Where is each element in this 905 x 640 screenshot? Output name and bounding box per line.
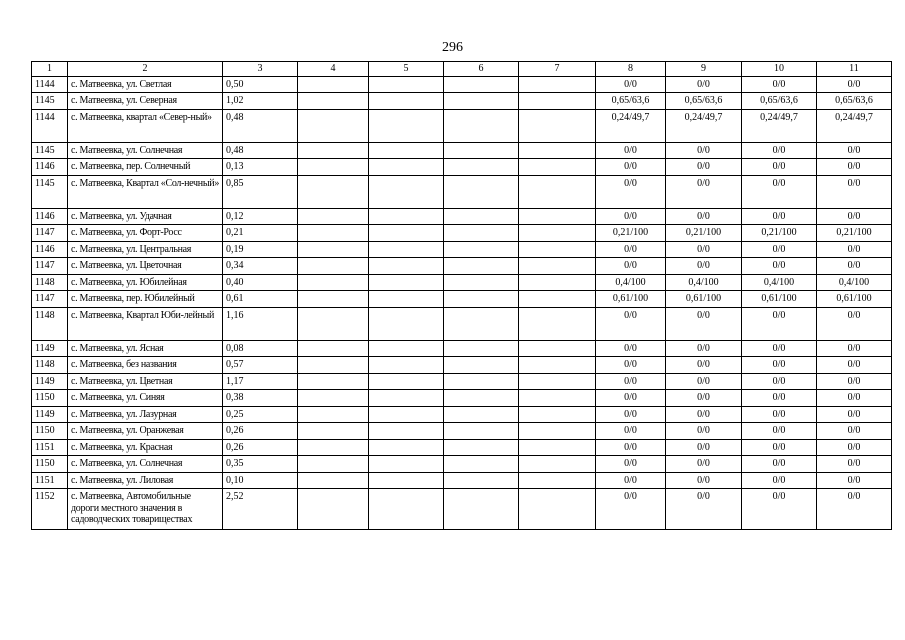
col-8-cell: 0/0 xyxy=(596,241,666,258)
col-7-cell xyxy=(519,274,596,291)
row-number-cell: 1150 xyxy=(32,423,68,440)
col-10-cell: 0/0 xyxy=(742,406,817,423)
col-8-cell: 0/0 xyxy=(596,76,666,93)
col-9-cell: 0/0 xyxy=(666,142,742,159)
col-5-cell xyxy=(369,340,444,357)
col-11-cell: 0/0 xyxy=(817,373,892,390)
col-6-cell xyxy=(444,456,519,473)
table-row xyxy=(32,307,892,340)
col-5-cell xyxy=(369,93,444,110)
col-9-cell: 0/0 xyxy=(666,307,742,340)
col-9-cell: 0,21/100 xyxy=(666,225,742,242)
col-8-cell: 0/0 xyxy=(596,423,666,440)
length-cell: 0,34 xyxy=(223,258,298,275)
col-5-cell xyxy=(369,423,444,440)
length-cell: 0,13 xyxy=(223,159,298,176)
col-8-cell: 0/0 xyxy=(596,472,666,489)
col-4-cell xyxy=(298,406,369,423)
header-col-4: 4 xyxy=(298,62,369,77)
col-9-cell: 0,61/100 xyxy=(666,291,742,308)
header-col-8: 8 xyxy=(596,62,666,77)
road-name-cell: с. Матвеевка, пер. Солнечный xyxy=(68,159,223,176)
col-4-cell xyxy=(298,142,369,159)
table-row xyxy=(32,340,892,357)
col-11-cell: 0/0 xyxy=(817,208,892,225)
col-7-cell xyxy=(519,307,596,340)
col-8-cell: 0/0 xyxy=(596,175,666,208)
col-7-cell xyxy=(519,357,596,374)
col-4-cell xyxy=(298,373,369,390)
col-11-cell: 0,61/100 xyxy=(817,291,892,308)
col-5-cell xyxy=(369,489,444,530)
col-8-cell: 0/0 xyxy=(596,390,666,407)
table-row xyxy=(32,241,892,258)
col-7-cell xyxy=(519,208,596,225)
col-9-cell: 0/0 xyxy=(666,340,742,357)
length-cell: 0,50 xyxy=(223,76,298,93)
col-10-cell: 0/0 xyxy=(742,258,817,275)
col-11-cell: 0/0 xyxy=(817,142,892,159)
col-11-cell: 0/0 xyxy=(817,307,892,340)
col-8-cell: 0/0 xyxy=(596,340,666,357)
table-row xyxy=(32,390,892,407)
col-11-cell: 0/0 xyxy=(817,406,892,423)
col-8-cell: 0,4/100 xyxy=(596,274,666,291)
col-4-cell xyxy=(298,340,369,357)
col-6-cell xyxy=(444,406,519,423)
col-8-cell: 0/0 xyxy=(596,489,666,530)
col-5-cell xyxy=(369,307,444,340)
col-6-cell xyxy=(444,307,519,340)
col-6-cell xyxy=(444,241,519,258)
road-name-cell: с. Матвеевка, ул. Синяя xyxy=(68,390,223,407)
col-5-cell xyxy=(369,406,444,423)
road-name-cell: с. Матвеевка, пер. Юбилейный xyxy=(68,291,223,308)
col-11-cell: 0/0 xyxy=(817,258,892,275)
col-8-cell: 0/0 xyxy=(596,258,666,275)
col-11-cell: 0/0 xyxy=(817,175,892,208)
row-number-cell: 1151 xyxy=(32,439,68,456)
col-10-cell: 0/0 xyxy=(742,472,817,489)
col-7-cell xyxy=(519,142,596,159)
row-number-cell: 1148 xyxy=(32,357,68,374)
col-6-cell xyxy=(444,357,519,374)
col-11-cell: 0/0 xyxy=(817,489,892,530)
length-cell: 0,61 xyxy=(223,291,298,308)
col-11-cell: 0,4/100 xyxy=(817,274,892,291)
col-11-cell: 0/0 xyxy=(817,340,892,357)
col-4-cell xyxy=(298,489,369,530)
col-9-cell: 0/0 xyxy=(666,439,742,456)
col-8-cell: 0,24/49,7 xyxy=(596,109,666,142)
length-cell: 0,10 xyxy=(223,472,298,489)
col-7-cell xyxy=(519,258,596,275)
col-7-cell xyxy=(519,489,596,530)
col-5-cell xyxy=(369,472,444,489)
table-row xyxy=(32,439,892,456)
col-7-cell xyxy=(519,225,596,242)
page-number: 296 xyxy=(442,40,463,55)
col-10-cell: 0/0 xyxy=(742,439,817,456)
col-6-cell xyxy=(444,93,519,110)
header-col-7: 7 xyxy=(519,62,596,77)
length-cell: 0,35 xyxy=(223,456,298,473)
col-4-cell xyxy=(298,439,369,456)
col-4-cell xyxy=(298,472,369,489)
header-col-2: 2 xyxy=(68,62,223,77)
road-name-cell: с. Матвеевка, Квартал Юби-лейный xyxy=(68,307,223,340)
row-number-cell: 1152 xyxy=(32,489,68,530)
header-col-11: 11 xyxy=(817,62,892,77)
row-number-cell: 1144 xyxy=(32,109,68,142)
table-row xyxy=(32,423,892,440)
col-6-cell xyxy=(444,390,519,407)
road-name-cell: с. Матвеевка, ул. Лазурная xyxy=(68,406,223,423)
col-10-cell: 0,21/100 xyxy=(742,225,817,242)
table-row xyxy=(32,76,892,93)
col-10-cell: 0/0 xyxy=(742,489,817,530)
col-10-cell: 0/0 xyxy=(742,175,817,208)
road-name-cell: с. Матвеевка, ул. Оранжевая xyxy=(68,423,223,440)
length-cell: 0,25 xyxy=(223,406,298,423)
length-cell: 1,16 xyxy=(223,307,298,340)
col-9-cell: 0/0 xyxy=(666,241,742,258)
row-number-cell: 1148 xyxy=(32,307,68,340)
row-number-cell: 1148 xyxy=(32,274,68,291)
col-5-cell xyxy=(369,390,444,407)
col-5-cell xyxy=(369,76,444,93)
col-6-cell xyxy=(444,274,519,291)
road-name-cell: с. Матвеевка, ул. Цветочная xyxy=(68,258,223,275)
col-9-cell: 0/0 xyxy=(666,373,742,390)
col-10-cell: 0/0 xyxy=(742,159,817,176)
road-name-cell: с. Матвеевка, ул. Юбилейная xyxy=(68,274,223,291)
row-number-cell: 1144 xyxy=(32,76,68,93)
col-7-cell xyxy=(519,159,596,176)
col-11-cell: 0/0 xyxy=(817,76,892,93)
col-6-cell xyxy=(444,175,519,208)
col-9-cell: 0,4/100 xyxy=(666,274,742,291)
table-row xyxy=(32,208,892,225)
table-row xyxy=(32,109,892,142)
col-9-cell: 0/0 xyxy=(666,175,742,208)
col-8-cell: 0/0 xyxy=(596,439,666,456)
header-col-5: 5 xyxy=(369,62,444,77)
col-11-cell: 0/0 xyxy=(817,456,892,473)
road-name-cell: с. Матвеевка, ул. Удачная xyxy=(68,208,223,225)
table-row xyxy=(32,456,892,473)
col-10-cell: 0/0 xyxy=(742,373,817,390)
table-body xyxy=(32,76,892,530)
col-10-cell: 0/0 xyxy=(742,456,817,473)
col-8-cell: 0/0 xyxy=(596,142,666,159)
length-cell: 0,48 xyxy=(223,109,298,142)
col-10-cell: 0/0 xyxy=(742,423,817,440)
row-number-cell: 1149 xyxy=(32,373,68,390)
col-4-cell xyxy=(298,109,369,142)
length-cell: 0,19 xyxy=(223,241,298,258)
col-9-cell: 0/0 xyxy=(666,423,742,440)
col-4-cell xyxy=(298,258,369,275)
col-11-cell: 0/0 xyxy=(817,357,892,374)
road-name-cell: с. Матвеевка, квартал «Север-ный» xyxy=(68,109,223,142)
col-4-cell xyxy=(298,159,369,176)
length-cell: 0,57 xyxy=(223,357,298,374)
col-5-cell xyxy=(369,208,444,225)
length-cell: 0,85 xyxy=(223,175,298,208)
table-row xyxy=(32,225,892,242)
col-10-cell: 0/0 xyxy=(742,76,817,93)
row-number-cell: 1146 xyxy=(32,241,68,258)
col-8-cell: 0/0 xyxy=(596,357,666,374)
col-9-cell: 0/0 xyxy=(666,357,742,374)
road-name-cell: с. Матвеевка, без названия xyxy=(68,357,223,374)
data-table xyxy=(31,61,892,530)
col-10-cell: 0/0 xyxy=(742,357,817,374)
col-7-cell xyxy=(519,373,596,390)
road-name-cell: с. Матвеевка, ул. Красная xyxy=(68,439,223,456)
table-row xyxy=(32,142,892,159)
col-7-cell xyxy=(519,109,596,142)
col-4-cell xyxy=(298,357,369,374)
col-8-cell: 0/0 xyxy=(596,307,666,340)
col-4-cell xyxy=(298,76,369,93)
col-7-cell xyxy=(519,390,596,407)
col-5-cell xyxy=(369,274,444,291)
length-cell: 0,48 xyxy=(223,142,298,159)
row-number-cell: 1147 xyxy=(32,291,68,308)
col-6-cell xyxy=(444,109,519,142)
col-5-cell xyxy=(369,109,444,142)
col-6-cell xyxy=(444,142,519,159)
table-row xyxy=(32,291,892,308)
length-cell: 1,17 xyxy=(223,373,298,390)
col-7-cell xyxy=(519,406,596,423)
road-name-cell: с. Матвеевка, ул. Светлая xyxy=(68,76,223,93)
col-9-cell: 0/0 xyxy=(666,456,742,473)
col-5-cell xyxy=(369,225,444,242)
row-number-cell: 1147 xyxy=(32,258,68,275)
col-11-cell: 0/0 xyxy=(817,472,892,489)
header-col-3: 3 xyxy=(223,62,298,77)
col-6-cell xyxy=(444,472,519,489)
road-name-cell: с. Матвеевка, Автомобильные дороги местного значения в садоводческих товариществах xyxy=(68,489,223,530)
col-10-cell: 0,61/100 xyxy=(742,291,817,308)
col-11-cell: 0/0 xyxy=(817,159,892,176)
road-name-cell: с. Матвеевка, ул. Форт-Росс xyxy=(68,225,223,242)
col-11-cell: 0,65/63,6 xyxy=(817,93,892,110)
length-cell: 0,12 xyxy=(223,208,298,225)
length-cell: 1,02 xyxy=(223,93,298,110)
table-row xyxy=(32,472,892,489)
col-9-cell: 0/0 xyxy=(666,406,742,423)
table-row xyxy=(32,274,892,291)
length-cell: 0,26 xyxy=(223,423,298,440)
road-name-cell: с. Матвеевка, ул. Северная xyxy=(68,93,223,110)
row-number-cell: 1146 xyxy=(32,159,68,176)
header-col-6: 6 xyxy=(444,62,519,77)
header-row xyxy=(32,62,892,77)
table-row xyxy=(32,93,892,110)
col-6-cell xyxy=(444,373,519,390)
row-number-cell: 1149 xyxy=(32,340,68,357)
col-6-cell xyxy=(444,159,519,176)
row-number-cell: 1146 xyxy=(32,208,68,225)
col-5-cell xyxy=(369,241,444,258)
col-6-cell xyxy=(444,225,519,242)
col-4-cell xyxy=(298,175,369,208)
col-10-cell: 0,24/49,7 xyxy=(742,109,817,142)
row-number-cell: 1150 xyxy=(32,456,68,473)
col-9-cell: 0/0 xyxy=(666,76,742,93)
road-name-cell: с. Матвеевка, ул. Солнечная xyxy=(68,142,223,159)
length-cell: 0,38 xyxy=(223,390,298,407)
col-9-cell: 0,65/63,6 xyxy=(666,93,742,110)
table-row xyxy=(32,489,892,530)
col-5-cell xyxy=(369,142,444,159)
col-10-cell: 0/0 xyxy=(742,142,817,159)
col-8-cell: 0,61/100 xyxy=(596,291,666,308)
col-9-cell: 0/0 xyxy=(666,208,742,225)
col-9-cell: 0/0 xyxy=(666,258,742,275)
length-cell: 2,52 xyxy=(223,489,298,530)
col-7-cell xyxy=(519,423,596,440)
col-6-cell xyxy=(444,291,519,308)
table-row xyxy=(32,175,892,208)
col-5-cell xyxy=(369,175,444,208)
col-11-cell: 0/0 xyxy=(817,241,892,258)
col-7-cell xyxy=(519,291,596,308)
col-10-cell: 0,4/100 xyxy=(742,274,817,291)
row-number-cell: 1149 xyxy=(32,406,68,423)
col-10-cell: 0/0 xyxy=(742,208,817,225)
col-11-cell: 0/0 xyxy=(817,390,892,407)
col-4-cell xyxy=(298,291,369,308)
col-5-cell xyxy=(369,456,444,473)
row-number-cell: 1145 xyxy=(32,175,68,208)
table-row xyxy=(32,373,892,390)
length-cell: 0,08 xyxy=(223,340,298,357)
col-5-cell xyxy=(369,357,444,374)
col-5-cell xyxy=(369,159,444,176)
col-11-cell: 0,24/49,7 xyxy=(817,109,892,142)
col-10-cell: 0/0 xyxy=(742,307,817,340)
col-5-cell xyxy=(369,258,444,275)
col-6-cell xyxy=(444,76,519,93)
col-11-cell: 0/0 xyxy=(817,439,892,456)
table-row xyxy=(32,159,892,176)
col-7-cell xyxy=(519,340,596,357)
table-row xyxy=(32,406,892,423)
col-10-cell: 0/0 xyxy=(742,390,817,407)
road-name-cell: с. Матвеевка, Квартал «Сол-нечный» xyxy=(68,175,223,208)
col-4-cell xyxy=(298,225,369,242)
col-4-cell xyxy=(298,390,369,407)
col-9-cell: 0,24/49,7 xyxy=(666,109,742,142)
col-10-cell: 0,65/63,6 xyxy=(742,93,817,110)
col-7-cell xyxy=(519,175,596,208)
col-11-cell: 0,21/100 xyxy=(817,225,892,242)
col-9-cell: 0/0 xyxy=(666,159,742,176)
col-9-cell: 0/0 xyxy=(666,390,742,407)
col-7-cell xyxy=(519,76,596,93)
col-8-cell: 0/0 xyxy=(596,456,666,473)
length-cell: 0,40 xyxy=(223,274,298,291)
col-4-cell xyxy=(298,307,369,340)
col-4-cell xyxy=(298,93,369,110)
row-number-cell: 1151 xyxy=(32,472,68,489)
col-8-cell: 0/0 xyxy=(596,373,666,390)
row-number-cell: 1147 xyxy=(32,225,68,242)
col-10-cell: 0/0 xyxy=(742,241,817,258)
col-7-cell xyxy=(519,439,596,456)
col-8-cell: 0,21/100 xyxy=(596,225,666,242)
col-5-cell xyxy=(369,291,444,308)
road-name-cell: с. Матвеевка, ул. Ясная xyxy=(68,340,223,357)
col-7-cell xyxy=(519,93,596,110)
road-name-cell: с. Матвеевка, ул. Солнечная xyxy=(68,456,223,473)
col-6-cell xyxy=(444,439,519,456)
road-name-cell: с. Матвеевка, ул. Центральная xyxy=(68,241,223,258)
col-5-cell xyxy=(369,373,444,390)
header-col-1: 1 xyxy=(32,62,68,77)
header-col-9: 9 xyxy=(666,62,742,77)
col-6-cell xyxy=(444,489,519,530)
col-8-cell: 0/0 xyxy=(596,406,666,423)
col-4-cell xyxy=(298,456,369,473)
col-6-cell xyxy=(444,423,519,440)
table-row xyxy=(32,258,892,275)
col-8-cell: 0/0 xyxy=(596,208,666,225)
col-8-cell: 0/0 xyxy=(596,159,666,176)
col-7-cell xyxy=(519,456,596,473)
length-cell: 0,26 xyxy=(223,439,298,456)
col-4-cell xyxy=(298,423,369,440)
col-6-cell xyxy=(444,208,519,225)
row-number-cell: 1145 xyxy=(32,93,68,110)
col-8-cell: 0,65/63,6 xyxy=(596,93,666,110)
col-5-cell xyxy=(369,439,444,456)
col-4-cell xyxy=(298,208,369,225)
col-4-cell xyxy=(298,274,369,291)
col-7-cell xyxy=(519,241,596,258)
col-9-cell: 0/0 xyxy=(666,489,742,530)
col-6-cell xyxy=(444,258,519,275)
row-number-cell: 1145 xyxy=(32,142,68,159)
table-row xyxy=(32,357,892,374)
col-6-cell xyxy=(444,340,519,357)
col-11-cell: 0/0 xyxy=(817,423,892,440)
col-9-cell: 0/0 xyxy=(666,472,742,489)
length-cell: 0,21 xyxy=(223,225,298,242)
col-7-cell xyxy=(519,472,596,489)
col-4-cell xyxy=(298,241,369,258)
header-col-10: 10 xyxy=(742,62,817,77)
road-name-cell: с. Матвеевка, ул. Лиловая xyxy=(68,472,223,489)
col-10-cell: 0/0 xyxy=(742,340,817,357)
row-number-cell: 1150 xyxy=(32,390,68,407)
road-name-cell: с. Матвеевка, ул. Цветная xyxy=(68,373,223,390)
